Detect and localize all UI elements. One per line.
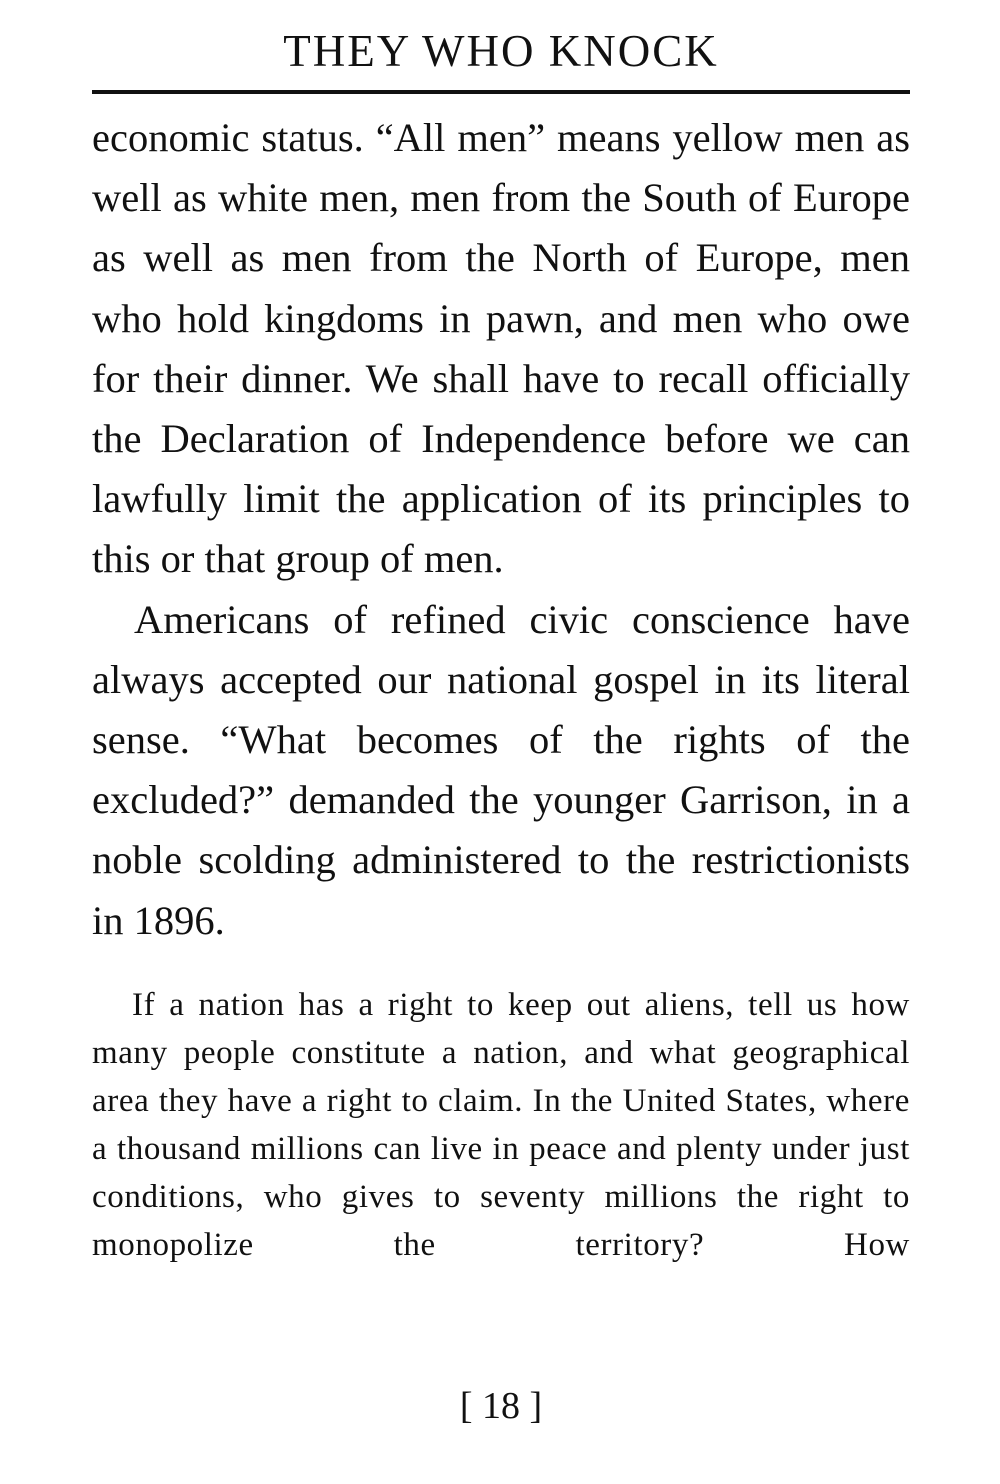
block-quotation — [92, 981, 910, 1269]
page-number: [ 18 ] — [459, 1385, 543, 1427]
body-text — [92, 108, 910, 951]
book-page — [92, 0, 910, 1484]
quotation-text: If a nation has a right to keep out aliens, tell us how many people constitute a nation, and what geographical area they have a right to claim. In the United States, where a thousand millions can live in peace and plenty under just conditions, who gives to seventy millions the right to monopolize the territory? How — [92, 986, 910, 1263]
header-rule — [92, 90, 910, 94]
running-head: THEY WHO KNOCK — [283, 26, 719, 76]
paragraph: Americans of refined civic conscience have always accepted our national gospel in its literal sense. “What becomes of the rights of the excluded?” demanded the younger Garrison, in a noble scolding administered to the restrictionists in 1896. — [92, 596, 910, 943]
paragraph-continued: economic status. “All men” means yellow men as well as white men, men from the South of Europe as well as men from the North of Europe, men who hold kingdoms in pawn, and men who owe for their dinner. We shall have to recall officially the Declaration of Independence before we can lawfully limit the application of its principles to this or that group of men. — [92, 115, 910, 582]
